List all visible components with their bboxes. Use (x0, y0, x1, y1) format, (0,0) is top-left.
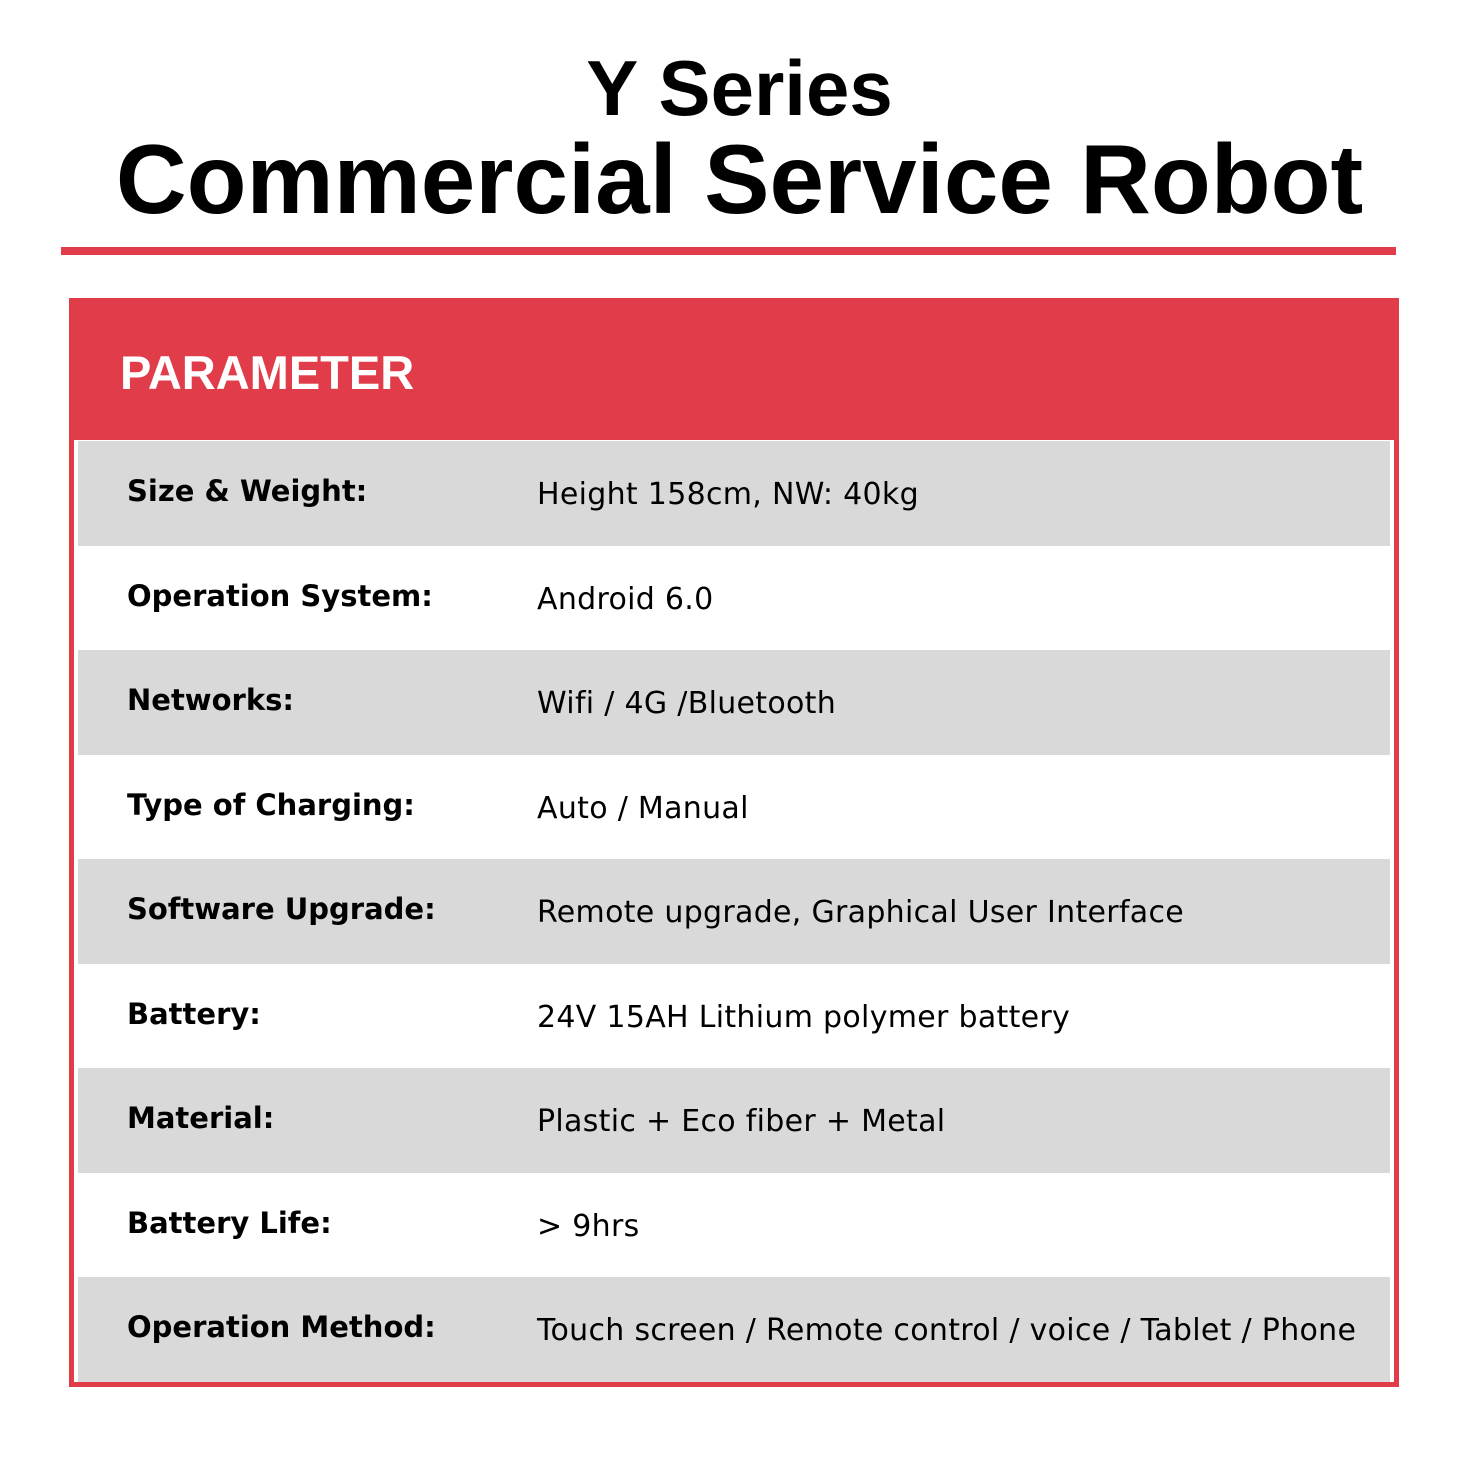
row-label: Battery Life: (127, 1205, 332, 1240)
row-label: Size & Weight: (127, 474, 368, 508)
row-value: Plastic + Eco fiber + Metal (537, 1104, 946, 1139)
row-value: Auto / Manual (537, 790, 749, 826)
row-label: Battery: (127, 996, 261, 1031)
row-value: 24V 15AH Lithium polymer battery (537, 999, 1071, 1035)
title-product: Commercial Service Robot (115, 124, 1364, 234)
row-value: Android 6.0 (537, 581, 714, 617)
table-row (78, 1277, 1390, 1382)
parameter-rows (78, 441, 1390, 1382)
row-value: > 9hrs (537, 1208, 640, 1244)
parameter-table (69, 298, 1399, 1387)
table-row (78, 755, 1390, 860)
parameter-header-label: PARAMETER (120, 346, 415, 399)
row-value: Height 158cm, NW: 40kg (537, 477, 919, 512)
title-divider (61, 247, 1396, 255)
row-value: Remote upgrade, Graphical User Interface (537, 895, 1185, 930)
table-row (78, 1173, 1390, 1278)
row-label: Software Upgrade: (127, 892, 436, 926)
table-row (78, 650, 1390, 755)
table-row (78, 859, 1390, 964)
parameter-table-header (74, 303, 1394, 440)
table-row (78, 1068, 1390, 1173)
row-label: Material: (127, 1101, 275, 1135)
row-value: Touch screen / Remote control / voice / Tablet / Phone (537, 1313, 1357, 1348)
row-value: Wifi / 4G /Bluetooth (537, 686, 837, 721)
row-label: Type of Charging: (127, 787, 415, 822)
table-row (78, 441, 1390, 546)
row-label: Operation System: (127, 578, 433, 613)
table-row (78, 964, 1390, 1069)
title-series: Y Series (586, 44, 893, 132)
row-label: Networks: (127, 683, 294, 717)
table-row (78, 546, 1390, 651)
row-label: Operation Method: (127, 1310, 436, 1344)
